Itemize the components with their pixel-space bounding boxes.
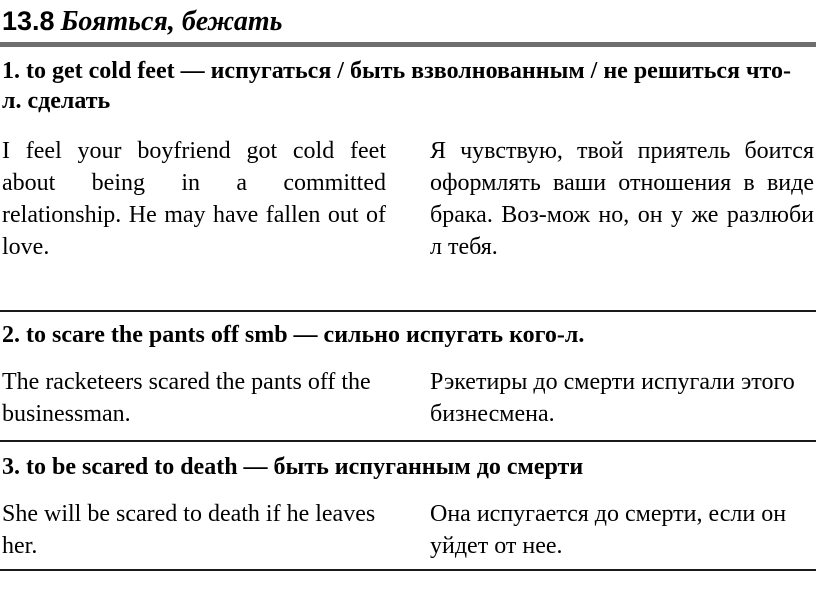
idiom-3-example-russian: Она испугается до смерти, если он уйдет от нее. — [430, 501, 787, 559]
idiom-2-example-english: The racketeers scared the pants off the businessman. — [2, 369, 371, 427]
section-name: Бояться, бежать — [60, 6, 283, 37]
idiom-1-example-english: I feel your boyfriend got cold feet about being in a committed relationship. He may have fallen out of love. — [2, 138, 386, 260]
idiom-3-example-english: She will be scared to death if he leaves her. — [2, 501, 376, 559]
idiom-2-example-russian: Рэкетиры до смерти испугали этого бизнесмена. — [430, 369, 795, 427]
section-divider — [0, 42, 816, 47]
idiom-3-heading: 3. to be scared to death — быть испуганным до смерти — [2, 454, 584, 480]
idiom-divider-3 — [0, 569, 816, 571]
idiom-1-example-russian: Я чувствую, твой приятель боится оформлять ваши отношения в виде брака. Воз-мож но, он у же разлюби л тебя. — [430, 138, 814, 260]
idiom-divider-2 — [0, 440, 816, 442]
idiom-1-heading: 1. to get cold feet — испугаться / быть взволнованным / не решиться что-л. сделать — [2, 58, 792, 114]
section-title — [2, 2, 282, 40]
idiom-2-heading: 2. to scare the pants off smb — сильно испугать кого-л. — [2, 322, 585, 348]
section-number: 13.8 — [2, 6, 55, 36]
idiom-divider-1 — [0, 310, 816, 312]
